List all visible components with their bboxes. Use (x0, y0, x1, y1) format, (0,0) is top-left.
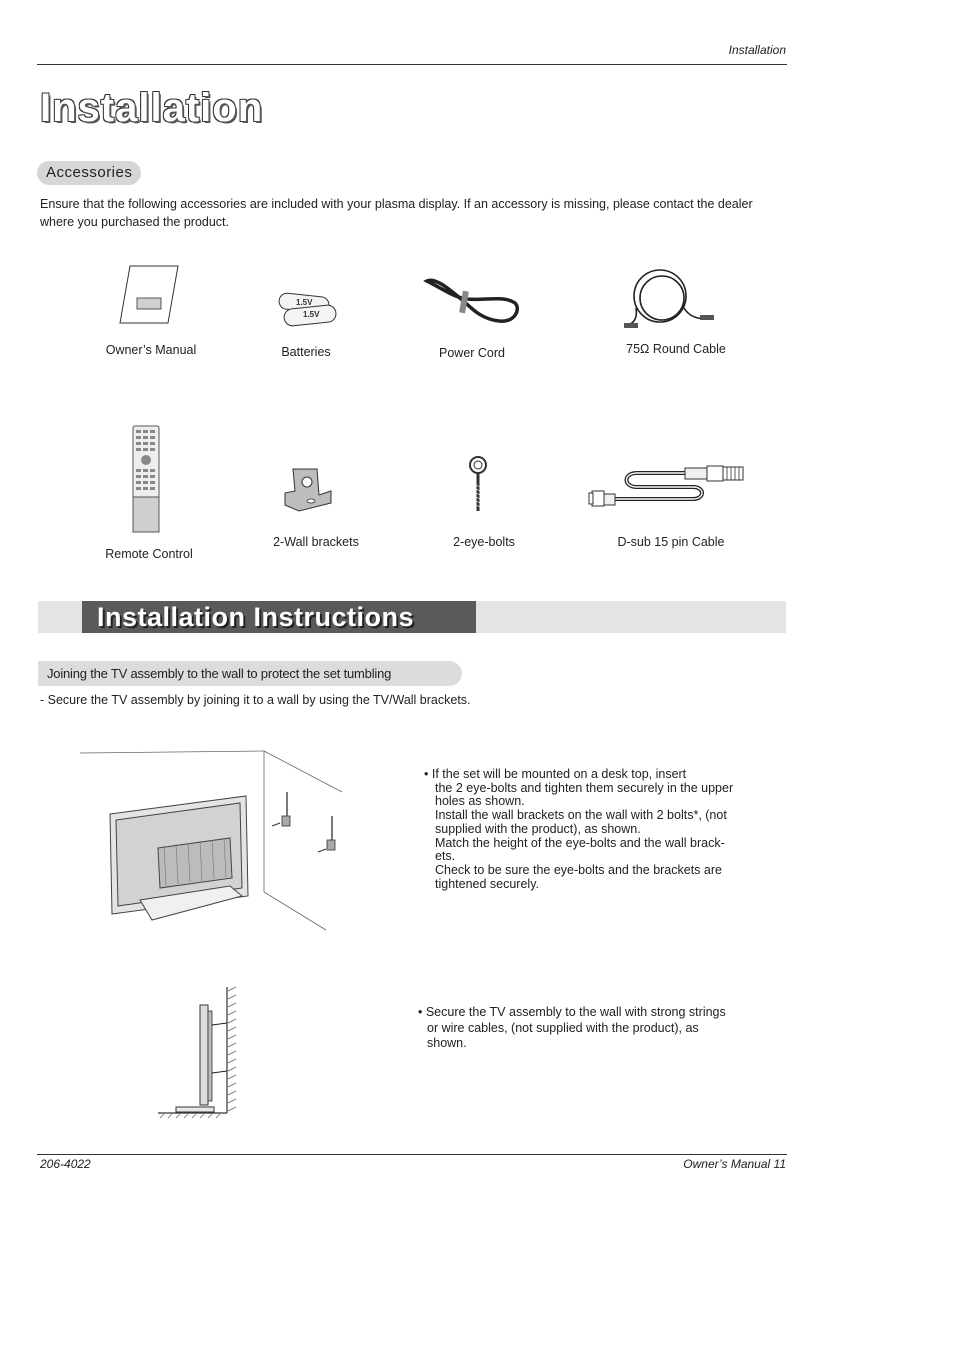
footer-rule (37, 1154, 787, 1155)
bullet-2-line: or wire cables, (not supplied with the product), as (427, 1020, 699, 1035)
battery-label: 1.5V (296, 298, 313, 307)
tv-side-view-illustration (156, 985, 240, 1120)
accessory-label-round-cable: 75Ω Round Cable (626, 342, 726, 356)
header-rule (37, 64, 787, 65)
instruction-bullet-1 (424, 768, 754, 891)
wall-bracket-icon (283, 465, 333, 513)
instruction-bullet-2 (418, 1005, 748, 1052)
accessory-label-power-cord: Power Cord (439, 346, 505, 360)
accessory-label-eye-bolts: 2-eye-bolts (453, 535, 515, 549)
eye-bolt-icon (467, 455, 489, 513)
document-code: 206-4022 (40, 1157, 91, 1171)
bullet-1-line: Install the wall brackets on the wall with 2 bolts*, (not (435, 808, 727, 823)
accessories-intro: Ensure that the following accessories are included with your plasma display. If an accessory is missing, please contact the dealer where you purchased the product. (40, 197, 753, 229)
bullet-1-line: supplied with the product), as shown. (435, 821, 641, 836)
battery-label: 1.5V (303, 310, 320, 319)
bullet-1-line: the 2 eye-bolts and tighten them securely in the upper (435, 780, 734, 795)
accessory-label-manual: Owner’s Manual (105, 343, 197, 357)
instructions-note: - Secure the TV assembly by joining it to a wall by using the TV/Wall brackets. (40, 693, 471, 707)
tv-wall-bracket-illustration (80, 750, 345, 935)
manual-icon (118, 265, 180, 325)
round-cable-icon (624, 268, 716, 332)
bullet-1-line: Match the height of the eye-bolts and the wall brack- (435, 835, 725, 850)
bullet-1-line: tightened securely. (435, 876, 539, 891)
bullet-2-line: shown. (427, 1036, 467, 1050)
bullet-2-line: • Secure the TV assembly to the wall with strong strings (418, 1005, 726, 1019)
instructions-subheading: Joining the TV assembly to the wall to protect the set tumbling (38, 661, 462, 686)
bullet-1-line: Check to be sure the eye-bolts and the brackets are (435, 862, 722, 877)
running-header: Installation (728, 43, 786, 57)
page-title: Installation (40, 86, 264, 130)
dsub-cable-icon (589, 463, 745, 511)
page-number: Owner’s Manual 11 (683, 1157, 786, 1171)
instructions-heading: Installation Instructions (82, 601, 476, 633)
bullet-1-line: holes as shown. (435, 794, 525, 809)
bullet-1-line: ets. (435, 849, 456, 864)
accessories-heading: Accessories (37, 161, 141, 185)
batteries-icon (276, 293, 338, 329)
remote-control-icon (132, 425, 160, 533)
power-cord-icon (423, 275, 521, 327)
accessory-label-remote: Remote Control (105, 547, 193, 561)
bullet-1-line: • If the set will be mounted on a desk top, insert (424, 767, 687, 781)
accessory-label-batteries: Batteries (281, 345, 331, 359)
accessory-label-wall-brackets: 2-Wall brackets (273, 535, 359, 549)
accessory-label-dsub: D-sub 15 pin Cable (617, 535, 725, 549)
